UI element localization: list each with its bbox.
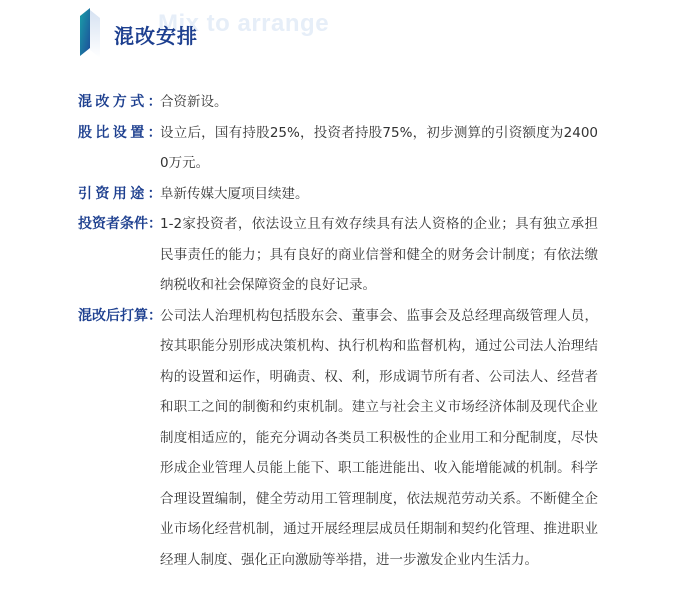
title-accent-bar-icon	[76, 8, 104, 58]
title-watermark: Mix to arrange	[158, 10, 330, 37]
arrangement-list	[78, 87, 598, 575]
list-item	[78, 118, 598, 179]
item-label: 投资者条件：	[78, 216, 162, 232]
item-value: 设立后，国有持股25%，投资者持股75%，初步测算的引资额度为24000万元。	[160, 124, 598, 171]
list-item	[78, 179, 598, 210]
item-value: 阜新传媒大厦项目续建。	[160, 185, 309, 202]
list-item	[78, 87, 598, 118]
item-label: 混改后打算：	[78, 307, 162, 324]
list-item	[78, 209, 598, 301]
item-label: 股比设置：	[78, 124, 165, 141]
item-label: 混改方式：	[78, 94, 165, 110]
list-item	[78, 301, 598, 576]
item-label: 引资用途：	[78, 185, 165, 202]
item-value: 合资新设。	[160, 94, 228, 110]
item-value: 1-2家投资者，依法设立且有效存续具有法人资格的企业；具有独立承担民事责任的能力；具有良好的商业信誉和健全的财务会计制度；有依法缴纳税收和社会保障资金的良好记录。	[160, 216, 598, 293]
item-value: 公司法人治理机构包括股东会、董事会、监事会及总经理高级管理人员，按其职能分别形成决策机构、执行机构和监督机构，通过公司法人治理结构的设置和运作，明确责、权、利，形成调节所有者、公司法人、经营者和职工之间的制衡和约束机制。建立与社会主义市场经济体制及现代企业制度相适应的，能充分调动各类员工积极性的企业用工和分配制度，尽快形成企业管理人员能上能下、职工能进能出、收入能增能减的机制。科学合理设置编制，健全劳动用工管理制度，依法规范劳动关系。不断健全企业市场化经营机制，通过开展经理层成员任期制和契约化管理、推进职业经理人制度、强化正向激励等举措，进一步激发企业内生活力。	[160, 307, 598, 568]
page-title: 混改安排	[114, 24, 198, 48]
